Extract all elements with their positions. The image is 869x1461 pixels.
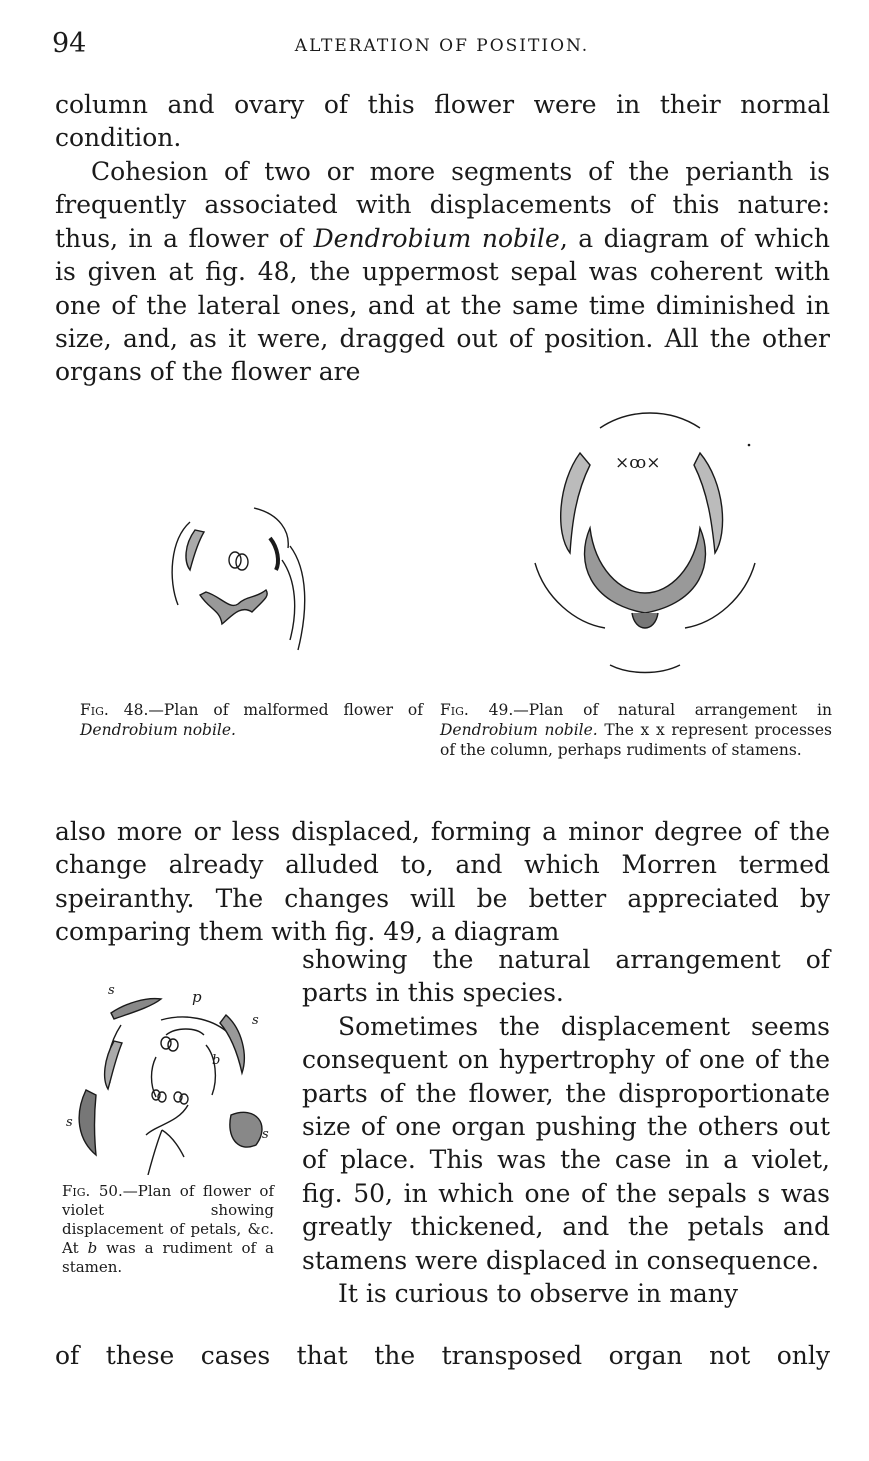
fig48-caption-text: —Plan of malformed flower of — [148, 701, 423, 719]
fig50-caption-text-1: —Plan of flower of violet showing displacement of petals, &c. At — [62, 1182, 274, 1257]
fig50-petal-top — [161, 1017, 226, 1031]
fig50-sepal-left — [79, 1090, 96, 1155]
fig50-petal-left-inner — [105, 1041, 122, 1089]
fig49-dot — [748, 444, 751, 447]
fig50-spur — [146, 1105, 188, 1175]
fig50-caption-italic: b — [87, 1239, 98, 1257]
fig50-caption-text-2: was a rudiment of a stamen. — [62, 1239, 274, 1276]
fig50-sepal-top — [111, 999, 161, 1019]
fig48-labellum — [200, 590, 267, 624]
wrapped-text-column — [302, 943, 830, 1310]
fig49-caption-italic: Dendrobium nobile. — [440, 721, 598, 739]
paragraph-displaced: also more or less displaced, forming a minor degree of the change already alluded to, and which Morren termed speiranthy. The changes will be better appreciated by comparing them with fig. 49, a diagram — [55, 817, 830, 947]
fig49-labellum — [585, 528, 706, 613]
paragraph-hypertrophy: Sometimes the displacement seems consequent on hypertrophy of one of the parts of the flower, the disproportionate size of one organ pushing the others out of place. This was the case in a violet, fig. 50, in which one of the sepals s was greatly thickened, and the petals and stamens were displaced in consequence. — [302, 1011, 830, 1275]
paragraph-species: showing the natural arrangement of parts in this species. — [302, 945, 830, 1008]
fig49-bract — [610, 665, 680, 673]
figure-48-caption — [80, 700, 423, 740]
page-number: 94 — [52, 28, 87, 59]
paragraph-curious-start: It is curious to observe in many — [338, 1279, 739, 1309]
paragraph-curious-continued: of these cases that the transposed organ not only — [55, 1341, 830, 1370]
fig48-label: Fig. 48. — [80, 701, 149, 719]
figure-49-diagram — [520, 403, 770, 683]
fig49-column-marks: ×ꝏ× — [615, 453, 661, 473]
fig50-letter-s-bottom: s — [262, 1127, 269, 1142]
figure-50-caption — [62, 1182, 274, 1277]
fig50-letter-b: b — [212, 1053, 221, 1068]
fig48-sepal-right-inner — [282, 560, 295, 640]
figure-48-diagram — [160, 500, 330, 660]
fig48-column-right — [236, 554, 248, 570]
fig48-caption-italic: Dendrobium nobile. — [80, 721, 236, 739]
fig50-label: Fig. 50. — [62, 1182, 123, 1200]
fig50-anther-2 — [168, 1039, 178, 1051]
paragraph-continued: column and ovary of this flower were in their normal condition. — [55, 90, 830, 153]
fig50-letter-p: p — [192, 988, 202, 1006]
running-title: ALTERATION OF POSITION. — [294, 36, 590, 56]
figure-50-diagram — [66, 985, 276, 1175]
fig48-sepal-right — [290, 546, 305, 650]
running-head — [52, 28, 832, 64]
fig49-caption-text-1: —Plan of natural arrangement in — [513, 701, 832, 719]
fig50-petal-top-inner — [166, 1029, 204, 1035]
paragraph-cohesion-text: Cohesion of two or more segments of the perianth is frequently associated with displacements of this nature: thus, in a flower of Dendrobium nobile, a diagram of which is given at fig. 48, the uppermost sepal was coherent with one of the lateral ones, and at the same time diminished in size, and, as it were, dragged out of position. All the other organs of the flower are — [55, 157, 831, 387]
fig50-anther-1 — [161, 1037, 171, 1049]
paragraph-cohesion — [55, 155, 830, 389]
fig49-label: Fig. 49. — [440, 701, 514, 719]
fig50-letter-s-left: s — [66, 1115, 73, 1130]
fig50-sepal-right — [220, 1015, 244, 1073]
fig49-spur — [632, 613, 658, 628]
species-name-italic: Dendrobium nobile — [313, 223, 560, 253]
fig48-petal-right — [270, 538, 278, 570]
fig50-letter-s-top: s — [108, 983, 115, 998]
fig49-petal-left — [561, 453, 590, 553]
fig50-sepal-s-thick — [230, 1112, 262, 1147]
fig49-caption-text-2: The x x represent processes of the column, perhaps rudiments of stamens. — [440, 721, 833, 759]
fig49-dorsal-sepal — [600, 413, 700, 428]
figure-49-caption — [440, 700, 832, 760]
fig50-letter-s-right: s — [252, 1013, 259, 1028]
fig48-petal-left — [186, 530, 204, 570]
